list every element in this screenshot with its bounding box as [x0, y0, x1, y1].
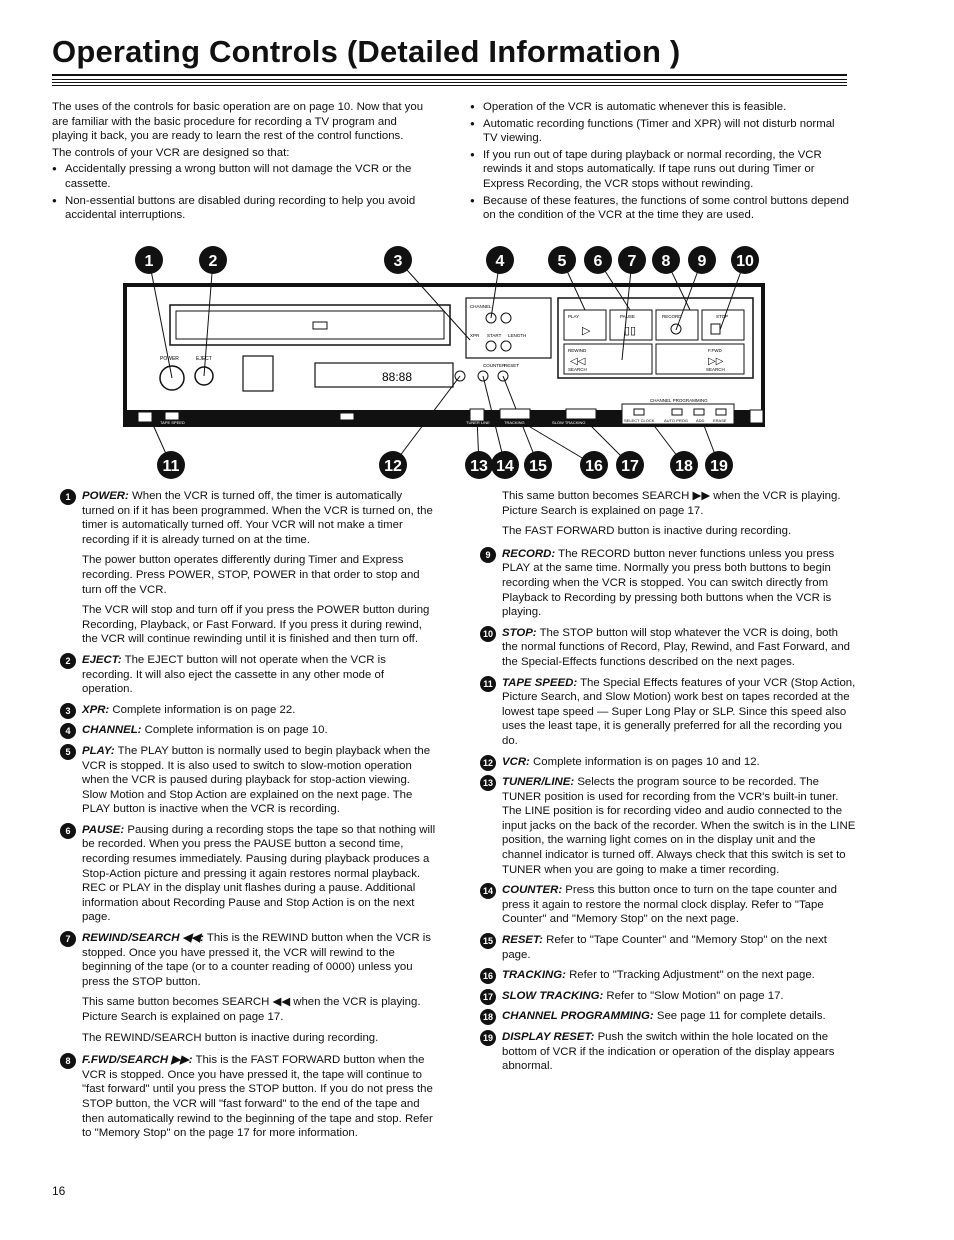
- entry-text: The RECORD button never functions unless you press PLAY at the same time. Normally you press both buttons to begin recording when the VCR is stopped. You can switch directly from Playback to Recording by pressing both buttons when the VCR is playing.: [502, 547, 835, 619]
- entry-paragraph: [82, 703, 436, 718]
- entry-text: Press this button once to turn on the tape counter and press it again to restore the normal clock display. Refer to "Tape Counter" and "Memory Stop" on the next page.: [502, 884, 837, 926]
- intro-paragraph: The uses of the controls for basic operation are on page 10. Now that you are familiar with the basic procedure for recording a TV program and playing it back, you are ready to learn the rest of the control functions.: [52, 101, 424, 143]
- entry-paragraph: [502, 547, 856, 620]
- entry-term: F.FWD/SEARCH ▶▶:: [82, 1054, 193, 1067]
- rewind-icon: ◁◁: [570, 356, 586, 367]
- entry-term: RESET:: [502, 934, 543, 947]
- label-record: RECORD: [662, 314, 682, 319]
- entry-paragraph: [82, 744, 436, 817]
- entry-term: TRACKING:: [502, 969, 566, 982]
- label-reset: RESET: [504, 363, 520, 368]
- entry-text: The PLAY button is normally used to begin playback when the VCR is stopped. It is also used to switch to slow-motion operation when the VCR is paused during playback for stop-action viewing. Slow Motion and Stop Action are explained on the next page. The PLAY button is inactive when the VCR is recording.: [82, 744, 431, 816]
- entry-term: CHANNEL:: [82, 724, 142, 737]
- label-length: LENGTH: [508, 333, 527, 338]
- entry-paragraph: [502, 968, 856, 983]
- callout-number-badge: 9: [480, 547, 496, 563]
- label-tape-speed: TAPE SPEED: [160, 420, 185, 425]
- entry-paragraph: [502, 676, 856, 749]
- intro-bullet: ● Non-essential buttons are disabled during recording to help you avoid accidental interruptions.: [52, 194, 432, 223]
- entry-term: POWER:: [82, 490, 129, 502]
- control-entry: [480, 933, 856, 962]
- callout-number-badge: 12: [480, 755, 496, 771]
- entry-term: EJECT:: [82, 653, 122, 666]
- entry-paragraph: [82, 931, 436, 989]
- label-search-right: SEARCH: [706, 367, 725, 372]
- intro-bullet: ● Because of these features, the functions of some control buttons depend on the condition of the VCR at the time they are used.: [470, 194, 850, 223]
- callout-number-badge: 17: [480, 989, 496, 1005]
- entry-paragraph: [82, 1053, 436, 1141]
- callout-number-badge: 19: [480, 1030, 496, 1046]
- callout-number: 7: [627, 253, 637, 270]
- callout-number-badge: 3: [60, 703, 76, 719]
- entry-paragraph: [82, 553, 436, 597]
- callout-number-badge: 13: [480, 775, 496, 791]
- xpr-length-button: [501, 341, 511, 351]
- entry-term: DISPLAY RESET:: [502, 1031, 595, 1043]
- control-entry: [60, 489, 436, 647]
- intro-bullet: ● Operation of the VCR is automatic whenever this is feasible.: [470, 100, 850, 115]
- entry-text: Push the switch within the hole located on the bottom of VCR if the indication or operation of the display appears abnormal.: [502, 1031, 835, 1073]
- tracking-slider: [500, 409, 530, 419]
- page-number: 16: [52, 1184, 66, 1198]
- entry-term: XPR:: [82, 703, 110, 716]
- entry-term: PLAY:: [82, 744, 115, 757]
- label-eject: EJECT: [196, 356, 212, 362]
- vcr-front-panel-diagram: [0, 235, 954, 485]
- callout-number-badge: 10: [480, 626, 496, 642]
- entry-text: This is the FAST FORWARD button when the VCR is stopped. Once you have pressed it, the tape will continue to "fast forward" until you press the STOP button. If you do not press the STOP button, the VCR will "fast forward" to the end of the tape and then automatically rewind to the beginning of the tape and stop. Refer to "Memory Stop" on the page 17 for more information.: [82, 1054, 433, 1140]
- entry-text: Complete information is on page 10.: [144, 724, 328, 737]
- callout-number: 2: [208, 253, 218, 270]
- label-channel-programming: CHANNEL PROGRAMMING: [650, 398, 708, 403]
- label-add: ADD: [696, 418, 705, 423]
- stop-icon: [711, 324, 720, 334]
- tape-speed-switch: [138, 412, 152, 422]
- entry-text: This is the REWIND button when the VCR is stopped. Once you have pressed it, the VCR will rewind to the beginning of the tape (or to a counter reading of 0000) unless you press the STOP button.: [82, 932, 432, 988]
- entry-paragraph: [502, 883, 856, 927]
- entry-text: The STOP button will stop whatever the VCR is doing, both the normal functions of Record, Play, Rewind, and Fast Forward, and the Special-Effects functions described on the next pages.: [502, 626, 851, 668]
- entry-paragraph: [82, 653, 436, 697]
- callout-number: 16: [585, 458, 603, 475]
- callout-number: 4: [495, 253, 505, 270]
- callout-number: 10: [736, 253, 754, 270]
- sensor-window: [243, 356, 273, 391]
- control-entry: [480, 626, 856, 670]
- callout-number: 3: [393, 253, 403, 270]
- callout-number-badge: 14: [480, 883, 496, 899]
- callout-number-badge: 5: [60, 744, 76, 760]
- entry-text: See page 11 for complete details.: [656, 1010, 826, 1023]
- control-entry: [60, 653, 436, 697]
- entry-paragraph: [502, 755, 856, 770]
- callout-number: 18: [675, 458, 693, 475]
- entry-term: COUNTER:: [502, 884, 563, 897]
- display-readout: 88:88: [382, 370, 413, 384]
- label-pause: PAUSE: [620, 314, 635, 319]
- callout-number-badge: 4: [60, 723, 76, 739]
- entry-text: The VCR will stop and turn off if you press the POWER button during Recording, Playback, or Fast Forward. If you press it during rewind, the VCR will continue rewinding until it is finished and then turn off.: [82, 604, 430, 646]
- callout-number: 11: [162, 458, 180, 475]
- entry-text: The FAST FORWARD button is inactive during recording.: [502, 525, 792, 538]
- entry-text: Complete information is on pages 10 and 12.: [533, 755, 760, 768]
- entry-paragraph: [502, 489, 856, 518]
- control-entry: [480, 883, 856, 927]
- entry-text: When the VCR is turned off, the timer is automatically turned on if it has been programmed. When the VCR is turned on, the timer is automatically turned off. Your VCR will not make a timer recording if it is already turned on at the time.: [82, 490, 433, 546]
- callout-number-badge: 2: [60, 653, 76, 669]
- callout-number-badge: 15: [480, 933, 496, 949]
- entry-text: The Special Effects features of your VCR (Stop Action, Picture Search, and Slow Motion) work best on tapes recorded at the lowest tape speed — Super Long Play or SLP. Since this speed also uses the least tape, it is generally preferred for all the recording you do.: [502, 676, 856, 747]
- slow-tracking-slider: [566, 409, 596, 419]
- callout-number: 8: [661, 253, 671, 270]
- entry-text: The EJECT button will not operate when the VCR is recording. It will also eject the cassette in any other mode of operation.: [82, 653, 386, 696]
- entry-paragraph: [82, 489, 436, 547]
- control-entry: [480, 676, 856, 749]
- control-entry: [480, 1030, 856, 1074]
- label-stop: STOP: [716, 314, 729, 319]
- label-rewind: REWIND: [568, 348, 587, 353]
- ffwd-key: [656, 344, 744, 374]
- control-entry: [480, 489, 856, 539]
- callout-number: 9: [697, 253, 707, 270]
- entry-paragraph: [82, 603, 436, 647]
- control-entry: [60, 995, 436, 1045]
- callout-number: 14: [496, 458, 514, 475]
- callout-number: 17: [621, 458, 639, 475]
- entry-text: Selects the program source to be recorded. The TUNER position is used for recording from the VCR's built-in tuner. The LINE position is for recording video and audio connected to the input jacks on the back of the recorder. When the switch is in the LINE position, the warning light comes on in the display unit and the channel indicator is turned off. Always check that this switch is set to TUNER when you are going to make a timer recording.: [502, 776, 856, 876]
- entry-term: CHANNEL PROGRAMMING:: [502, 1010, 654, 1023]
- label-tracking: TRACKING: [504, 420, 525, 425]
- entry-paragraph: [82, 823, 436, 925]
- control-entry: [60, 931, 436, 989]
- callout-number-badge: 7: [60, 931, 76, 947]
- left-column: [60, 489, 436, 1147]
- ffwd-icon: ▷▷: [708, 356, 724, 367]
- callout-number: 19: [710, 458, 728, 475]
- label-select-clock: SELECT CLOCK: [624, 418, 655, 423]
- intro-right: [470, 100, 850, 225]
- callout-number: 13: [470, 458, 488, 475]
- entry-paragraph: [502, 775, 856, 877]
- control-entry: [480, 968, 856, 983]
- entry-term: RECORD:: [502, 547, 556, 560]
- label-slow-tracking: SLOW TRACKING: [552, 420, 586, 425]
- callout-number: 5: [557, 253, 567, 270]
- channel-up-button: [501, 313, 511, 323]
- control-entry: [480, 989, 856, 1004]
- entry-term: STOP:: [502, 626, 537, 639]
- entry-paragraph: [502, 626, 856, 670]
- label-start: START: [487, 333, 502, 338]
- entry-text: The power button operates differently during Timer and Express recording. Press POWER, STOP, POWER in that order to stop and turn off the VCR.: [82, 554, 420, 596]
- entry-paragraph: [502, 1030, 856, 1074]
- callout-number-badge: 6: [60, 823, 76, 839]
- entry-text: This same button becomes SEARCH ◀◀ when the VCR is playing. Picture Search is explained on page 17.: [82, 996, 421, 1023]
- intro-bullet: ● If you run out of tape during playback or normal recording, the VCR rewinds it and stops automatically. If tape runs out during Timer or Express Recording, the VCR stops without rewinding.: [470, 148, 850, 192]
- page-title: Operating Controls (Detailed Information ): [52, 34, 681, 69]
- entry-paragraph: [82, 723, 436, 738]
- entry-text: The REWIND/SEARCH button is inactive during recording.: [82, 1031, 379, 1044]
- label-xpr: XPR: [470, 333, 480, 338]
- label-power: POWER: [160, 356, 179, 362]
- callout-number: 15: [529, 458, 547, 475]
- control-entry: [480, 755, 856, 770]
- label-channel: CHANNEL: [470, 304, 492, 309]
- callout-number: 12: [384, 458, 402, 475]
- control-entry: [480, 547, 856, 620]
- callout-number-badge: 18: [480, 1009, 496, 1025]
- control-entry: [60, 1053, 436, 1141]
- title-rule-thin-1: [52, 79, 847, 80]
- callout-number: 1: [144, 253, 154, 270]
- label-counter: COUNTER: [483, 363, 506, 368]
- control-entry: [60, 703, 436, 718]
- play-icon: ▷: [582, 325, 591, 337]
- title-rule-thick: [52, 74, 847, 76]
- label-search-left: SEARCH: [568, 367, 587, 372]
- entry-paragraph: [502, 933, 856, 962]
- entry-term: TAPE SPEED:: [502, 676, 578, 689]
- title-rule-thin-3: [52, 85, 847, 86]
- xpr-start-button: [486, 341, 496, 351]
- entry-text: Refer to "Slow Motion" on page 17.: [606, 989, 784, 1002]
- right-column: [480, 489, 856, 1080]
- control-entry: [60, 723, 436, 738]
- callout-number-badge: 16: [480, 968, 496, 984]
- control-entry: [480, 775, 856, 877]
- entry-text: Refer to "Tape Counter" and "Memory Stop" on the next page.: [502, 934, 827, 961]
- label-tuner-line: TUNER LINE: [466, 420, 490, 425]
- entry-text: Complete information is on page 22.: [112, 703, 296, 716]
- entry-term: VCR:: [502, 755, 530, 768]
- title-rule-thin-2: [52, 82, 847, 83]
- callout-leader-line: [398, 260, 470, 340]
- entry-paragraph: [82, 1031, 436, 1046]
- intro-left: [52, 100, 432, 225]
- vcr-indicator: [340, 413, 354, 420]
- control-entry: [480, 1009, 856, 1024]
- intro-bullet: ● Accidentally pressing a wrong button will not damage the VCR or the cassette.: [52, 162, 432, 191]
- callout-number-badge: 1: [60, 489, 76, 505]
- intro-paragraph-2: The controls of your VCR are designed so that:: [52, 146, 290, 159]
- entry-text: Refer to "Tracking Adjustment" on the next page.: [569, 969, 815, 982]
- entry-term: SLOW TRACKING:: [502, 989, 604, 1002]
- label-erase: ERASE: [713, 418, 727, 423]
- entry-paragraph: [502, 1009, 856, 1024]
- entry-paragraph: [502, 524, 856, 539]
- entry-paragraph: [502, 989, 856, 1004]
- control-entry: [60, 744, 436, 817]
- label-auto-prog: AUTO PROG: [664, 418, 688, 423]
- entry-term: TUNER/LINE:: [502, 776, 575, 789]
- control-entry: [60, 823, 436, 925]
- entry-paragraph: [82, 995, 436, 1024]
- label-ffwd: F.FWD: [708, 348, 722, 353]
- pause-icon: ▯▯: [624, 325, 637, 337]
- callout-number: 6: [593, 253, 603, 270]
- callout-number-badge: 8: [60, 1053, 76, 1069]
- entry-text: Pausing during a recording stops the tape so that nothing will be recorded. When you press the PAUSE button a second time, recording resumes immediately. Pausing during playback produces a Stop-Action picture and pressing it again restores normal playback. REC or PLAY in the display unit flashes during a pause. Additional information about Recording Pause and Stop Action is on the next page.: [82, 823, 436, 924]
- entry-term: REWIND/SEARCH ◀◀:: [82, 932, 204, 945]
- entry-term: PAUSE:: [82, 823, 125, 836]
- label-play: PLAY: [568, 314, 580, 319]
- callout-number-badge: 11: [480, 676, 496, 692]
- entry-text: This same button becomes SEARCH ▶▶ when the VCR is playing. Picture Search is explained on page 17.: [502, 490, 841, 517]
- intro-bullet: ● Automatic recording functions (Timer and XPR) will not disturb normal TV viewing.: [470, 117, 850, 146]
